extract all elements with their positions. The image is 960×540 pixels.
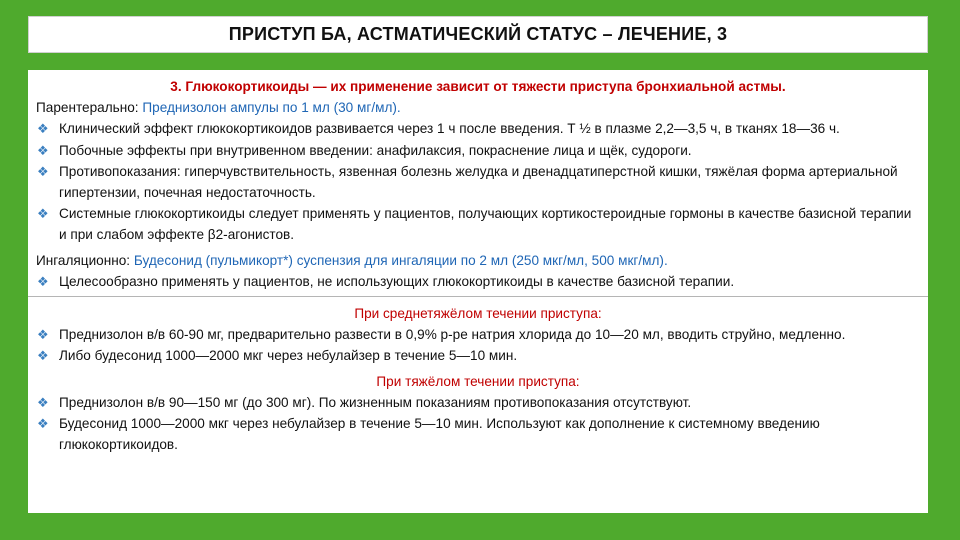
moderate-heading: При среднетяжёлом течении приступа: [354, 306, 602, 322]
severe-heading: При тяжёлом течении приступа: [376, 373, 580, 389]
list-item: ❖ Будесонид 1000—2000 мкг через небулайзер в течение 5—10 мин. Используют как дополнение к системному введению глюкокортикоидов. [36, 413, 920, 455]
parenteral-line [36, 97, 920, 118]
diamond-bullet-icon: ❖ [37, 394, 49, 410]
inhalation-line [36, 250, 920, 271]
list-item: ❖ Целесообразно применять у пациентов, не использующих глюкокортикоиды в качестве базисной терапии. [36, 271, 920, 292]
inhalation-drug: Будесонид (пульмикорт*) суспензия для ингаляции по 2 мл (250 мкг/мл, 500 мкг/мл). [133, 252, 668, 268]
list-item: ❖ Побочные эффекты при внутривенном введении: анафилаксия, покраснение лица и щёк, судороги. [36, 140, 920, 161]
parenteral-drug: Преднизолон ампулы по 1 мл (30 мг/мл). [142, 100, 401, 116]
diamond-bullet-icon: ❖ [37, 163, 49, 179]
title-box [28, 16, 928, 53]
diamond-bullet-icon: ❖ [37, 121, 49, 137]
diamond-bullet-icon: ❖ [37, 206, 49, 222]
list-item: ❖ Противопоказания: гиперчувствительность, язвенная болезнь желудка и двенадцатиперстной кишки, тяжёлая форма артериальной гипертензии, почечная недостаточность. [36, 161, 920, 203]
content-box [28, 70, 928, 513]
list-item: ❖ Системные глюкокортикоиды следует применять у пациентов, получающих кортикостероидные гормоны в качестве базисной терапии и при слабом эффекте β2-агонистов. [36, 203, 920, 245]
list-item: ❖ Либо будесонид 1000—2000 мкг через небулайзер в течение 5—10 мин. [36, 345, 920, 366]
diamond-bullet-icon: ❖ [37, 142, 49, 158]
diamond-bullet-icon: ❖ [37, 273, 49, 289]
section-heading: 3. Глюкокортикоиды — их применение зависит от тяжести приступа бронхиальной астмы. [170, 79, 786, 94]
parenteral-label: Парентерально: [36, 100, 139, 116]
list-item: ❖ Преднизолон в/в 60-90 мг, предварительно развести в 0,9% р-ре натрия хлорида до 10—20 мл, вводить струйно, медленно. [36, 324, 920, 345]
list-item: ❖ Преднизолон в/в 90—150 мг (до 300 мг). По жизненным показаниям противопоказания отсутствуют. [36, 392, 920, 413]
divider [28, 296, 928, 297]
diamond-bullet-icon: ❖ [37, 348, 49, 364]
diamond-bullet-icon: ❖ [37, 327, 49, 343]
slide-title: ПРИСТУП БА, АСТМАТИЧЕСКИЙ СТАТУС – ЛЕЧЕНИЕ, 3 [228, 24, 728, 44]
inhalation-label: Ингаляционно: [36, 252, 131, 268]
list-item: ❖ Клинический эффект глюкокортикоидов развивается через 1 ч после введения. Т ½ в плазме 2,2—3,5 ч, в тканях 18—36 ч. [36, 118, 920, 139]
diamond-bullet-icon: ❖ [37, 416, 49, 432]
